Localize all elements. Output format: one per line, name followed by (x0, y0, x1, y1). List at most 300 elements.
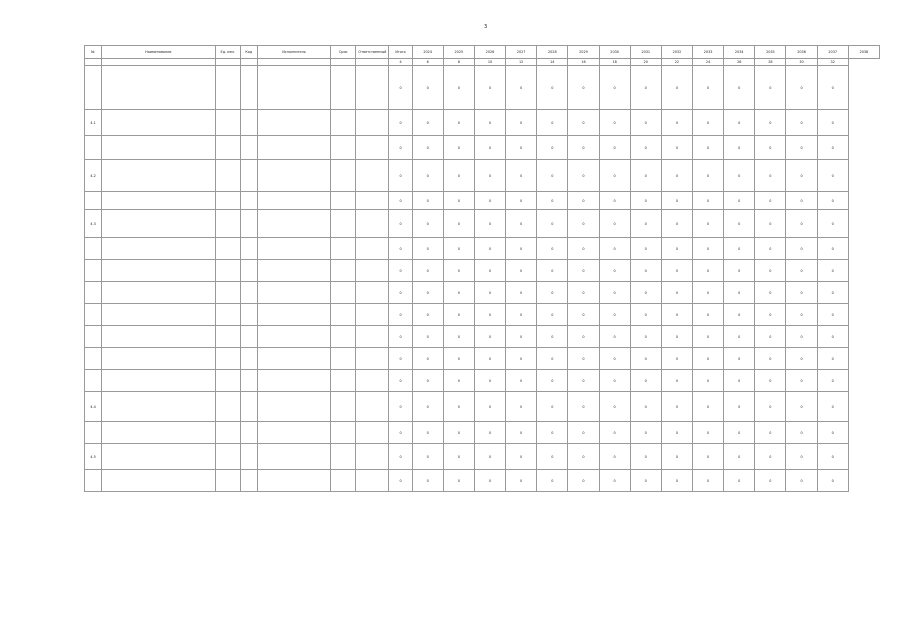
row-code (240, 238, 257, 260)
table-row (85, 370, 880, 392)
row-term (331, 66, 356, 110)
row-value: 0 (443, 370, 474, 392)
row-value: 0 (412, 444, 443, 470)
row-responsible (356, 304, 389, 326)
row-term (331, 326, 356, 348)
row-value: 0 (786, 192, 817, 210)
row-term (331, 470, 356, 492)
row-value: 0 (817, 160, 848, 192)
row-value: 0 (443, 470, 474, 492)
table-row (85, 326, 880, 348)
row-value: 0 (693, 348, 724, 370)
row-value: 0 (474, 110, 505, 136)
row-value: 0 (724, 160, 755, 192)
row-number (85, 470, 102, 492)
row-executor (257, 210, 330, 238)
row-responsible (356, 59, 389, 66)
row-value: 0 (817, 304, 848, 326)
row-unit (215, 192, 240, 210)
table-row (85, 210, 880, 238)
row-value: 0 (537, 238, 568, 260)
row-name (102, 210, 216, 238)
row-value: 0 (506, 238, 537, 260)
row-value: 0 (599, 348, 630, 370)
row-unit (215, 444, 240, 470)
row-value: 0 (599, 326, 630, 348)
row-unit (215, 470, 240, 492)
row-value: 0 (817, 110, 848, 136)
row-number (85, 304, 102, 326)
row-value: 0 (474, 370, 505, 392)
row-value: 0 (443, 66, 474, 110)
row-code (240, 370, 257, 392)
column-header: Код (240, 46, 257, 59)
row-value: 0 (786, 260, 817, 282)
row-value: 0 (537, 304, 568, 326)
row-value: 0 (412, 348, 443, 370)
row-value: 0 (568, 304, 599, 326)
row-value: 0 (537, 348, 568, 370)
row-value: 0 (568, 160, 599, 192)
row-code (240, 304, 257, 326)
row-name (102, 304, 216, 326)
row-value: 0 (389, 282, 412, 304)
row-term (331, 260, 356, 282)
row-value: 0 (693, 370, 724, 392)
row-value: 0 (412, 110, 443, 136)
row-value: 0 (599, 370, 630, 392)
row-unit (215, 392, 240, 422)
row-number (85, 422, 102, 444)
column-header: 2029 (568, 46, 599, 59)
row-value: 0 (724, 192, 755, 210)
page-number: 3 (484, 24, 488, 30)
row-value: 0 (537, 136, 568, 160)
row-value: 0 (412, 238, 443, 260)
row-value: 0 (630, 238, 661, 260)
row-value: 0 (443, 160, 474, 192)
row-value: 0 (568, 370, 599, 392)
row-number (85, 370, 102, 392)
column-header: Исполнитель (257, 46, 330, 59)
row-value: 24 (693, 59, 724, 66)
row-term (331, 192, 356, 210)
row-unit (215, 110, 240, 136)
row-value: 0 (817, 260, 848, 282)
row-value: 0 (389, 422, 412, 444)
row-value: 0 (786, 136, 817, 160)
row-name (102, 66, 216, 110)
row-value: 0 (599, 282, 630, 304)
row-value: 0 (506, 304, 537, 326)
row-value: 0 (506, 210, 537, 238)
column-header: 2025 (443, 46, 474, 59)
column-header: 2030 (599, 46, 630, 59)
row-name (102, 444, 216, 470)
row-value: 0 (786, 160, 817, 192)
row-value: 0 (724, 348, 755, 370)
column-header: 2031 (630, 46, 661, 59)
column-header: 2034 (724, 46, 755, 59)
row-name (102, 348, 216, 370)
row-value: 0 (724, 260, 755, 282)
column-header: № (85, 46, 102, 59)
row-value: 0 (724, 110, 755, 136)
row-value: 0 (474, 66, 505, 110)
row-value: 0 (474, 282, 505, 304)
row-value: 0 (599, 444, 630, 470)
row-responsible (356, 282, 389, 304)
row-term (331, 444, 356, 470)
row-code (240, 444, 257, 470)
column-header: Ответственный (356, 46, 389, 59)
row-value: 0 (755, 66, 786, 110)
row-term (331, 210, 356, 238)
row-number (85, 192, 102, 210)
row-value: 0 (755, 422, 786, 444)
row-value: 0 (817, 192, 848, 210)
column-header: 2033 (693, 46, 724, 59)
row-unit (215, 66, 240, 110)
table-row (85, 110, 880, 136)
row-value: 0 (786, 326, 817, 348)
row-value: 0 (755, 110, 786, 136)
row-value: 0 (630, 370, 661, 392)
row-value: 20 (630, 59, 661, 66)
row-executor (257, 392, 330, 422)
row-value: 0 (755, 260, 786, 282)
row-value: 0 (389, 110, 412, 136)
row-unit (215, 348, 240, 370)
row-value: 0 (724, 422, 755, 444)
row-value: 32 (817, 59, 848, 66)
table-body (85, 59, 880, 492)
table-row (85, 160, 880, 192)
row-executor (257, 66, 330, 110)
row-code (240, 136, 257, 160)
row-value: 0 (630, 282, 661, 304)
row-executor (257, 370, 330, 392)
row-value: 0 (817, 370, 848, 392)
row-unit (215, 210, 240, 238)
row-value: 0 (661, 66, 692, 110)
row-value: 0 (661, 110, 692, 136)
row-value: 0 (412, 370, 443, 392)
row-number (85, 59, 102, 66)
row-value: 0 (537, 160, 568, 192)
row-value: 0 (568, 238, 599, 260)
row-name (102, 110, 216, 136)
row-executor (257, 304, 330, 326)
row-unit (215, 282, 240, 304)
row-value: 0 (693, 136, 724, 160)
row-responsible (356, 326, 389, 348)
row-value: 0 (630, 192, 661, 210)
row-value: 0 (755, 370, 786, 392)
row-value: 0 (724, 326, 755, 348)
row-unit (215, 422, 240, 444)
row-value: 0 (474, 392, 505, 422)
row-value: 4 (389, 59, 412, 66)
column-header: Ед. изм. (215, 46, 240, 59)
row-value: 0 (537, 370, 568, 392)
row-value: 0 (755, 282, 786, 304)
row-value: 0 (474, 326, 505, 348)
row-value: 0 (786, 238, 817, 260)
row-value: 0 (443, 110, 474, 136)
row-value: 0 (630, 136, 661, 160)
row-value: 0 (506, 136, 537, 160)
row-value: 0 (630, 470, 661, 492)
row-number (85, 326, 102, 348)
row-value: 0 (661, 304, 692, 326)
row-responsible (356, 348, 389, 370)
row-value: 0 (661, 260, 692, 282)
row-value: 0 (724, 210, 755, 238)
row-responsible (356, 66, 389, 110)
row-value: 0 (599, 192, 630, 210)
row-name (102, 192, 216, 210)
row-responsible (356, 470, 389, 492)
row-value: 0 (506, 392, 537, 422)
row-name (102, 282, 216, 304)
row-value: 0 (693, 110, 724, 136)
row-value: 0 (693, 282, 724, 304)
row-value: 0 (786, 370, 817, 392)
row-value: 0 (568, 192, 599, 210)
row-executor (257, 110, 330, 136)
row-number (85, 348, 102, 370)
row-value: 0 (389, 136, 412, 160)
row-value: 0 (443, 326, 474, 348)
row-code (240, 470, 257, 492)
row-value: 0 (755, 470, 786, 492)
row-value: 0 (537, 326, 568, 348)
row-value: 0 (693, 470, 724, 492)
row-value: 12 (506, 59, 537, 66)
row-name (102, 260, 216, 282)
row-value: 0 (474, 260, 505, 282)
row-value: 0 (693, 304, 724, 326)
row-value: 0 (506, 348, 537, 370)
row-term (331, 370, 356, 392)
column-header: 2038 (848, 46, 879, 59)
row-value: 0 (693, 210, 724, 238)
table-row (85, 282, 880, 304)
row-value: 0 (661, 160, 692, 192)
row-value: 0 (661, 192, 692, 210)
row-name (102, 422, 216, 444)
row-value: 0 (661, 444, 692, 470)
row-value: 0 (724, 304, 755, 326)
row-value: 0 (755, 210, 786, 238)
row-value: 0 (755, 192, 786, 210)
row-value: 18 (599, 59, 630, 66)
row-number: 4.5 (85, 444, 102, 470)
row-value: 0 (474, 192, 505, 210)
row-value: 0 (389, 238, 412, 260)
row-value: 0 (599, 66, 630, 110)
row-unit (215, 326, 240, 348)
row-value: 0 (412, 326, 443, 348)
column-header: 2035 (755, 46, 786, 59)
row-value: 0 (568, 136, 599, 160)
row-value: 0 (630, 304, 661, 326)
row-value: 0 (389, 370, 412, 392)
row-value: 0 (630, 326, 661, 348)
row-name (102, 370, 216, 392)
row-code (240, 192, 257, 210)
row-value: 0 (412, 210, 443, 238)
row-value: 0 (443, 444, 474, 470)
table-row (85, 59, 880, 66)
row-value: 0 (786, 444, 817, 470)
row-value: 0 (630, 160, 661, 192)
row-code (240, 260, 257, 282)
row-value: 0 (630, 66, 661, 110)
row-value: 0 (755, 392, 786, 422)
row-value: 0 (412, 282, 443, 304)
row-value: 0 (693, 260, 724, 282)
table-row (85, 192, 880, 210)
row-value: 0 (599, 238, 630, 260)
row-value: 0 (786, 422, 817, 444)
row-value: 0 (443, 392, 474, 422)
row-value: 0 (506, 110, 537, 136)
row-term (331, 304, 356, 326)
row-executor (257, 422, 330, 444)
row-value: 0 (786, 66, 817, 110)
row-value: 0 (724, 370, 755, 392)
row-value: 0 (474, 210, 505, 238)
row-number (85, 260, 102, 282)
row-value: 0 (443, 348, 474, 370)
row-value: 0 (389, 210, 412, 238)
row-value: 0 (474, 444, 505, 470)
row-responsible (356, 192, 389, 210)
row-responsible (356, 392, 389, 422)
row-value: 0 (661, 326, 692, 348)
row-unit (215, 304, 240, 326)
row-number (85, 66, 102, 110)
row-value: 0 (786, 470, 817, 492)
row-term (331, 110, 356, 136)
row-value: 0 (474, 136, 505, 160)
row-value: 0 (693, 326, 724, 348)
row-value: 0 (630, 110, 661, 136)
row-value: 0 (693, 192, 724, 210)
table-row (85, 348, 880, 370)
row-value: 0 (630, 210, 661, 238)
row-value: 0 (389, 66, 412, 110)
row-value: 0 (693, 444, 724, 470)
row-executor (257, 470, 330, 492)
row-value: 0 (630, 348, 661, 370)
row-value: 26 (724, 59, 755, 66)
row-value: 0 (568, 422, 599, 444)
row-value: 0 (599, 392, 630, 422)
row-executor (257, 192, 330, 210)
row-name (102, 136, 216, 160)
row-value: 0 (693, 160, 724, 192)
row-name (102, 160, 216, 192)
row-value: 0 (568, 260, 599, 282)
row-name (102, 326, 216, 348)
row-responsible (356, 260, 389, 282)
header-row (85, 46, 880, 59)
row-value: 8 (443, 59, 474, 66)
row-value: 0 (661, 238, 692, 260)
row-value: 0 (786, 110, 817, 136)
row-value: 0 (755, 326, 786, 348)
row-value: 0 (599, 110, 630, 136)
row-value: 0 (568, 210, 599, 238)
row-value: 0 (506, 282, 537, 304)
row-code (240, 59, 257, 66)
row-value: 0 (817, 210, 848, 238)
row-value: 0 (389, 160, 412, 192)
row-value: 0 (630, 444, 661, 470)
row-term (331, 392, 356, 422)
row-value: 0 (568, 470, 599, 492)
row-value: 0 (443, 210, 474, 238)
row-value: 0 (599, 260, 630, 282)
row-value: 0 (443, 260, 474, 282)
row-value: 28 (755, 59, 786, 66)
row-value: 0 (389, 470, 412, 492)
row-code (240, 110, 257, 136)
row-value: 0 (817, 422, 848, 444)
table-row (85, 66, 880, 110)
row-value: 0 (630, 392, 661, 422)
row-value: 0 (389, 444, 412, 470)
row-responsible (356, 110, 389, 136)
row-value: 0 (568, 282, 599, 304)
row-value: 0 (506, 260, 537, 282)
row-value: 0 (755, 304, 786, 326)
program-table (84, 45, 880, 492)
row-value: 0 (412, 66, 443, 110)
row-responsible (356, 160, 389, 192)
row-value: 0 (389, 326, 412, 348)
row-unit (215, 260, 240, 282)
row-name (102, 59, 216, 66)
row-value: 0 (537, 444, 568, 470)
row-responsible (356, 444, 389, 470)
row-value: 0 (474, 348, 505, 370)
row-responsible (356, 136, 389, 160)
row-value: 0 (661, 422, 692, 444)
row-name (102, 470, 216, 492)
column-header: Срок (331, 46, 356, 59)
row-value: 0 (755, 160, 786, 192)
row-value: 0 (724, 66, 755, 110)
row-value: 0 (389, 260, 412, 282)
row-value: 0 (599, 136, 630, 160)
row-value: 30 (786, 59, 817, 66)
row-code (240, 160, 257, 192)
row-value: 0 (568, 66, 599, 110)
row-value: 0 (474, 422, 505, 444)
row-value: 0 (412, 304, 443, 326)
table-row (85, 444, 880, 470)
row-executor (257, 260, 330, 282)
row-executor (257, 136, 330, 160)
row-term (331, 348, 356, 370)
row-value: 0 (389, 392, 412, 422)
row-value: 0 (412, 192, 443, 210)
row-value: 0 (412, 422, 443, 444)
